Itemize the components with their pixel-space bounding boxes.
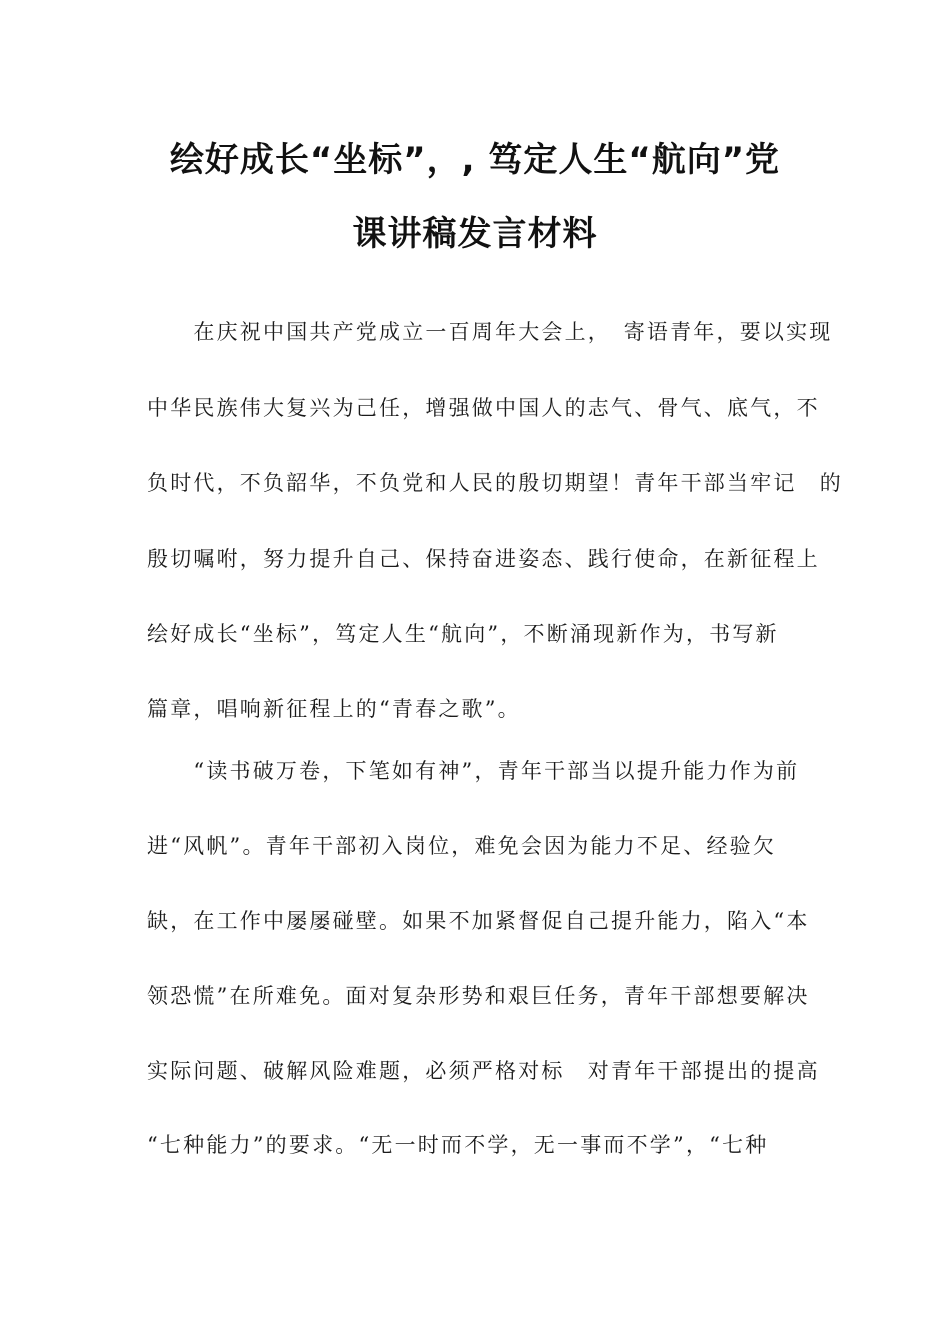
- paragraph-line: “七种能力”的要求。“无一时而不学，无一事而不学”，“七种: [147, 1133, 769, 1157]
- paragraph-line: 殷切嘱咐，努力提升自己、保持奋进姿态、践行使命，在新征程上: [147, 547, 820, 571]
- paragraph-line: 绘好成长“坐标”，笃定人生“航向”，不断涌现新作为，书写新: [147, 622, 779, 646]
- paragraph-line: 负时代，不负韶华，不负党和人民的殷切期望！青年干部当牢记 的: [147, 471, 843, 495]
- paragraph-line: 领恐慌”在所难免。面对复杂形势和艰巨任务，青年干部想要解决: [147, 984, 810, 1008]
- paragraph-line: 在庆祝中国共产党成立一百周年大会上， 寄语青年，要以实现: [147, 320, 833, 344]
- document-title-line-2: 课讲稿发言材料: [352, 214, 598, 254]
- document-title-line-1: 绘好成长“坐标”，, 笃定人生“航向”党: [169, 140, 781, 180]
- paragraph-line: 实际问题、破解风险难题，必须严格对标 对青年干部提出的提高: [147, 1059, 820, 1083]
- paragraph-line: 篇章，唱响新征程上的“青春之歌”。: [147, 697, 521, 721]
- paragraph-line: “读书破万卷，下笔如有神”，青年干部当以提升能力作为前: [147, 759, 800, 783]
- paragraph-line: 进“风帆”。青年干部初入岗位，难免会因为能力不足、经验欠: [147, 834, 777, 858]
- paragraph-line: 缺，在工作中屡屡碰壁。如果不加紧督促自己提升能力，陷入“本: [147, 909, 810, 933]
- paragraph-line: 中华民族伟大复兴为己任，增强做中国人的志气、骨气、底气，不: [147, 396, 820, 420]
